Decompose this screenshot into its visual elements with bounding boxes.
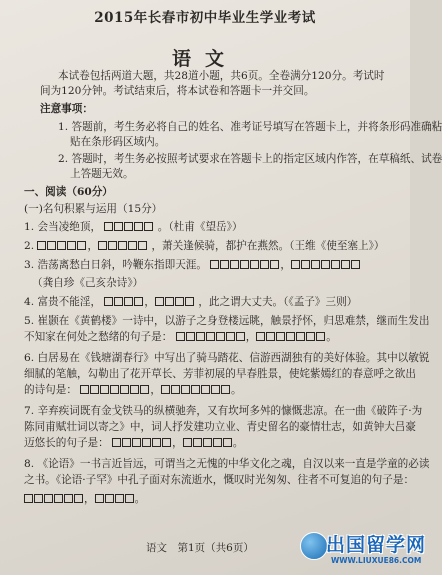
comma: ， — [245, 331, 257, 343]
period: 。 — [326, 331, 337, 343]
note-1-line-1: 1. 答题前，考生务必将自己的姓名、准考证号填写在答题卡上，并将条形码准确粘 — [58, 121, 442, 133]
question-7-line-3 — [24, 437, 243, 450]
question-1-prompt: 1. 会当凌绝顶， — [24, 221, 102, 233]
intro-line-2: 间为120分钟。考试结束后，将本试卷和答题卡一并交回。 — [40, 85, 315, 97]
question-2 — [24, 240, 385, 253]
question-8-line-1: 8. 《论语》一书言近旨远，可谓当之无愧的中华文化之魂，自汉以来一直是学童的必读 — [24, 458, 430, 470]
watermark-brand: 出国留学网 — [326, 534, 427, 556]
question-5-prompt: 不知家在何处之愁绪的句子是： — [24, 331, 173, 343]
question-4-prompt: 4. 富贵不能淫， — [24, 296, 102, 308]
question-2-source: ，萧关逢候骑，都护在燕然。（王维《使至塞上》） — [151, 240, 385, 252]
question-7-prompt: 迈悠长的句子是： — [24, 437, 109, 449]
answer-boxes-q7: ， — [112, 437, 233, 449]
question-4 — [24, 296, 357, 309]
period: 。 — [134, 493, 146, 505]
section-one-heading: 一、阅读（60分） — [24, 186, 113, 198]
answer-boxes-q5 — [176, 331, 246, 343]
answer-boxes-q4 — [104, 296, 144, 308]
question-6-line-2: 细腻的笔触，勾勒出了花开草长、芳菲初展的早春胜景，使姹紫嫣红的春意呼之欲出 — [24, 368, 416, 380]
question-8-answer — [24, 493, 145, 506]
question-3 — [24, 259, 361, 272]
question-1-source: 。（杜甫《望岳》） — [157, 221, 243, 233]
note-2-line-2: 上答题无效。 — [70, 168, 134, 180]
watermark-logo — [300, 526, 427, 572]
question-5-line-2 — [24, 331, 337, 344]
comma: ， — [144, 296, 156, 308]
question-6-line-1: 6. 白居易在《钱塘湖春行》中写出了骑马踏花、信游西湖独有的美好体验。其中以敏锐 — [24, 352, 430, 364]
question-3-prompt: 3. 浩荡离愁白日斜，吟鞭东指即天涯。 — [24, 259, 207, 271]
question-1 — [24, 221, 243, 234]
question-7-line-2: 陈同甫赋壮词以寄之》中，词人抒发建功立业、青史留名的豪情壮志，如黄钟大吕豪 — [24, 421, 416, 433]
question-5-line-1: 5. 崔颢在《黄鹤楼》一诗中，以游子之身登楼远眺，触景抒怀，归思难禁，继而生发出 — [24, 315, 430, 327]
subsection-one-heading: (一)名句积累与运用（15分） — [24, 203, 163, 215]
question-3-source: （龚自珍《己亥杂诗》） — [32, 277, 144, 289]
answer-boxes-q5b — [256, 331, 326, 343]
answer-boxes-q2: ， — [37, 240, 148, 252]
page-footer: 语文 第1页（共6页） — [146, 542, 254, 554]
period: 。 — [232, 437, 244, 449]
answer-boxes-q4b — [155, 296, 195, 308]
question-7-line-1: 7. 辛弃疾词既有金戈铁马的纵横驰奔，又有坎坷多舛的慷慨悲凉。在一曲《破阵子·为 — [24, 405, 423, 417]
answer-boxes-q1 — [104, 221, 154, 233]
question-8-line-2: 之书。《论语·子罕》中孔子面对东流逝水，慨叹时光匆匆、往者不可复追的句子是： — [24, 474, 415, 486]
question-2-number: 2. — [24, 240, 35, 252]
question-6-line-3 — [24, 384, 242, 397]
intro-line-1: 本试卷包括两道大题，共28道小题，共6页。全卷满分120分。考试时 — [58, 70, 385, 82]
answer-boxes-q6: ， — [80, 384, 231, 396]
question-4-source: ，此之谓大丈夫。（《孟子》三则） — [198, 296, 358, 308]
answer-boxes-q8: ， — [24, 493, 135, 505]
notes-heading: 注意事项： — [40, 103, 93, 115]
subject-title: 语文 — [171, 48, 238, 70]
note-1-line-2: 贴在条形码区域内。 — [70, 136, 166, 148]
answer-boxes-q3: ， — [210, 259, 361, 271]
question-6-prompt: 的诗句是： — [24, 384, 77, 396]
period: 。 — [230, 384, 242, 396]
note-2-line-1: 2. 答题时，考生务必按照考试要求在答题卡上的指定区域内作答，在草稿纸、试卷 — [58, 153, 442, 165]
exam-title: 2015年长春市初中毕业生学业考试 — [94, 10, 316, 26]
watermark-url: WWW.LIUXUE86.COM — [331, 556, 422, 565]
globe-icon — [300, 532, 328, 560]
